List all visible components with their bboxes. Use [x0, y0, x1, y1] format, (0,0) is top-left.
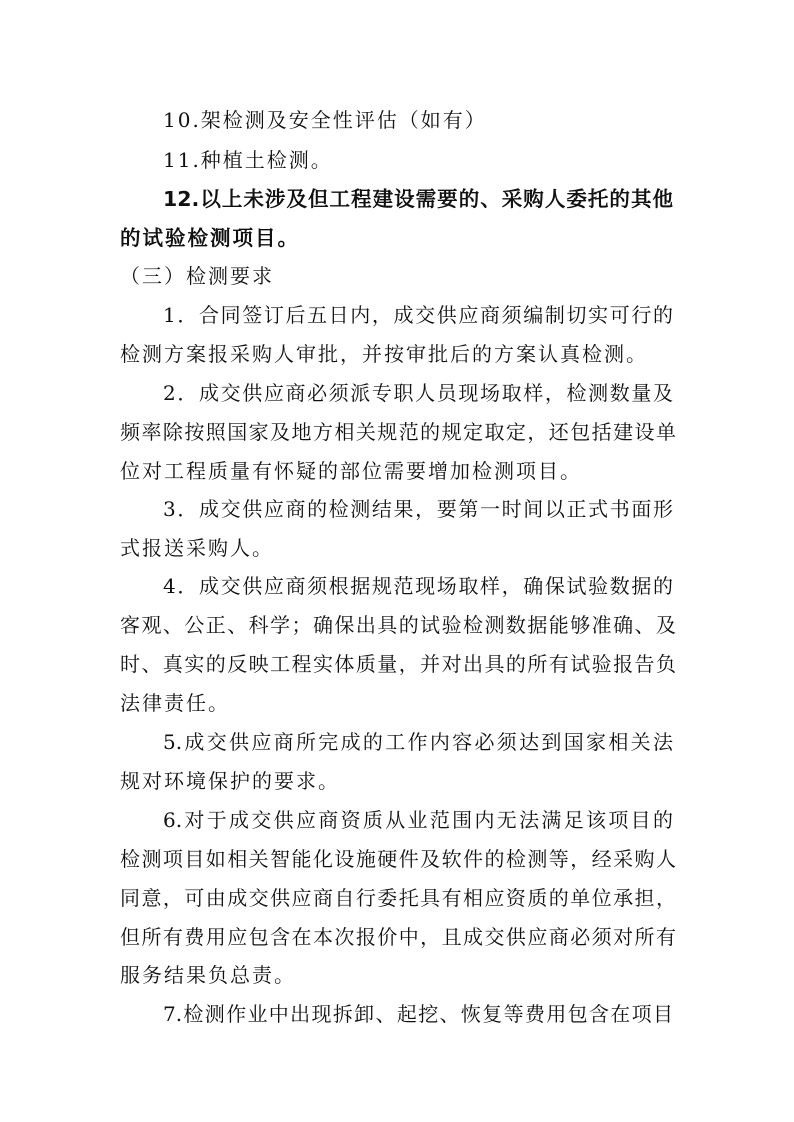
text-line: 6.对于成交供应商资质从业范围内无法满足该项目的 — [163, 808, 673, 832]
text-line: 频率除按照国家及地方相关规范的规定取定，还包括建设单 — [120, 420, 676, 444]
text-line: 检测方案报采购人审批，并按审批后的方案认真检测。 — [120, 342, 648, 366]
text-line: 规对环境保护的要求。 — [120, 769, 340, 793]
text-line: 服务结果负总责。 — [120, 963, 296, 987]
text-line: 位对工程质量有怀疑的部位需要增加检测项目。 — [120, 459, 582, 483]
text-line: 1．合同签订后五日内，成交供应商须编制切实可行的 — [163, 303, 673, 327]
text-line-bold: 12.以上未涉及但工程建设需要的、采购人委托的其他 — [163, 187, 673, 211]
text-line: 10.架检测及安全性评估（如有） — [163, 108, 487, 132]
text-line: 11.种植土检测。 — [163, 148, 333, 172]
text-line: 同意，可由成交供应商自行委托具有相应资质的单位承担， — [120, 886, 676, 910]
text-line: 2．成交供应商必须派专职人员现场取样，检测数量及 — [163, 381, 673, 405]
text-line: 检测项目如相关智能化设施硬件及软件的检测等，经采购人 — [120, 847, 676, 871]
text-line: 5.成交供应商所完成的工作内容必须达到国家相关法 — [163, 730, 673, 754]
text-line: 但所有费用应包含在本次报价中，且成交供应商必须对所有 — [120, 925, 676, 949]
text-line: 式报送采购人。 — [120, 536, 274, 560]
text-line-bold: 的试验检测项目。 — [120, 226, 300, 250]
section-heading: （三）检测要求 — [120, 264, 274, 288]
text-line: 时、真实的反映工程实体质量，并对出具的所有试验报告负 — [120, 652, 676, 676]
text-line: 法律责任。 — [120, 691, 230, 715]
text-line: 4．成交供应商须根据规范现场取样，确保试验数据的 — [163, 574, 673, 598]
text-line: 7.检测作业中出现拆卸、起挖、恢复等费用包含在项目 — [163, 1002, 673, 1026]
text-line: 3．成交供应商的检测结果，要第一时间以正式书面形 — [163, 497, 673, 521]
text-line: 客观、公正、科学；确保出具的试验检测数据能够准确、及 — [120, 613, 676, 637]
